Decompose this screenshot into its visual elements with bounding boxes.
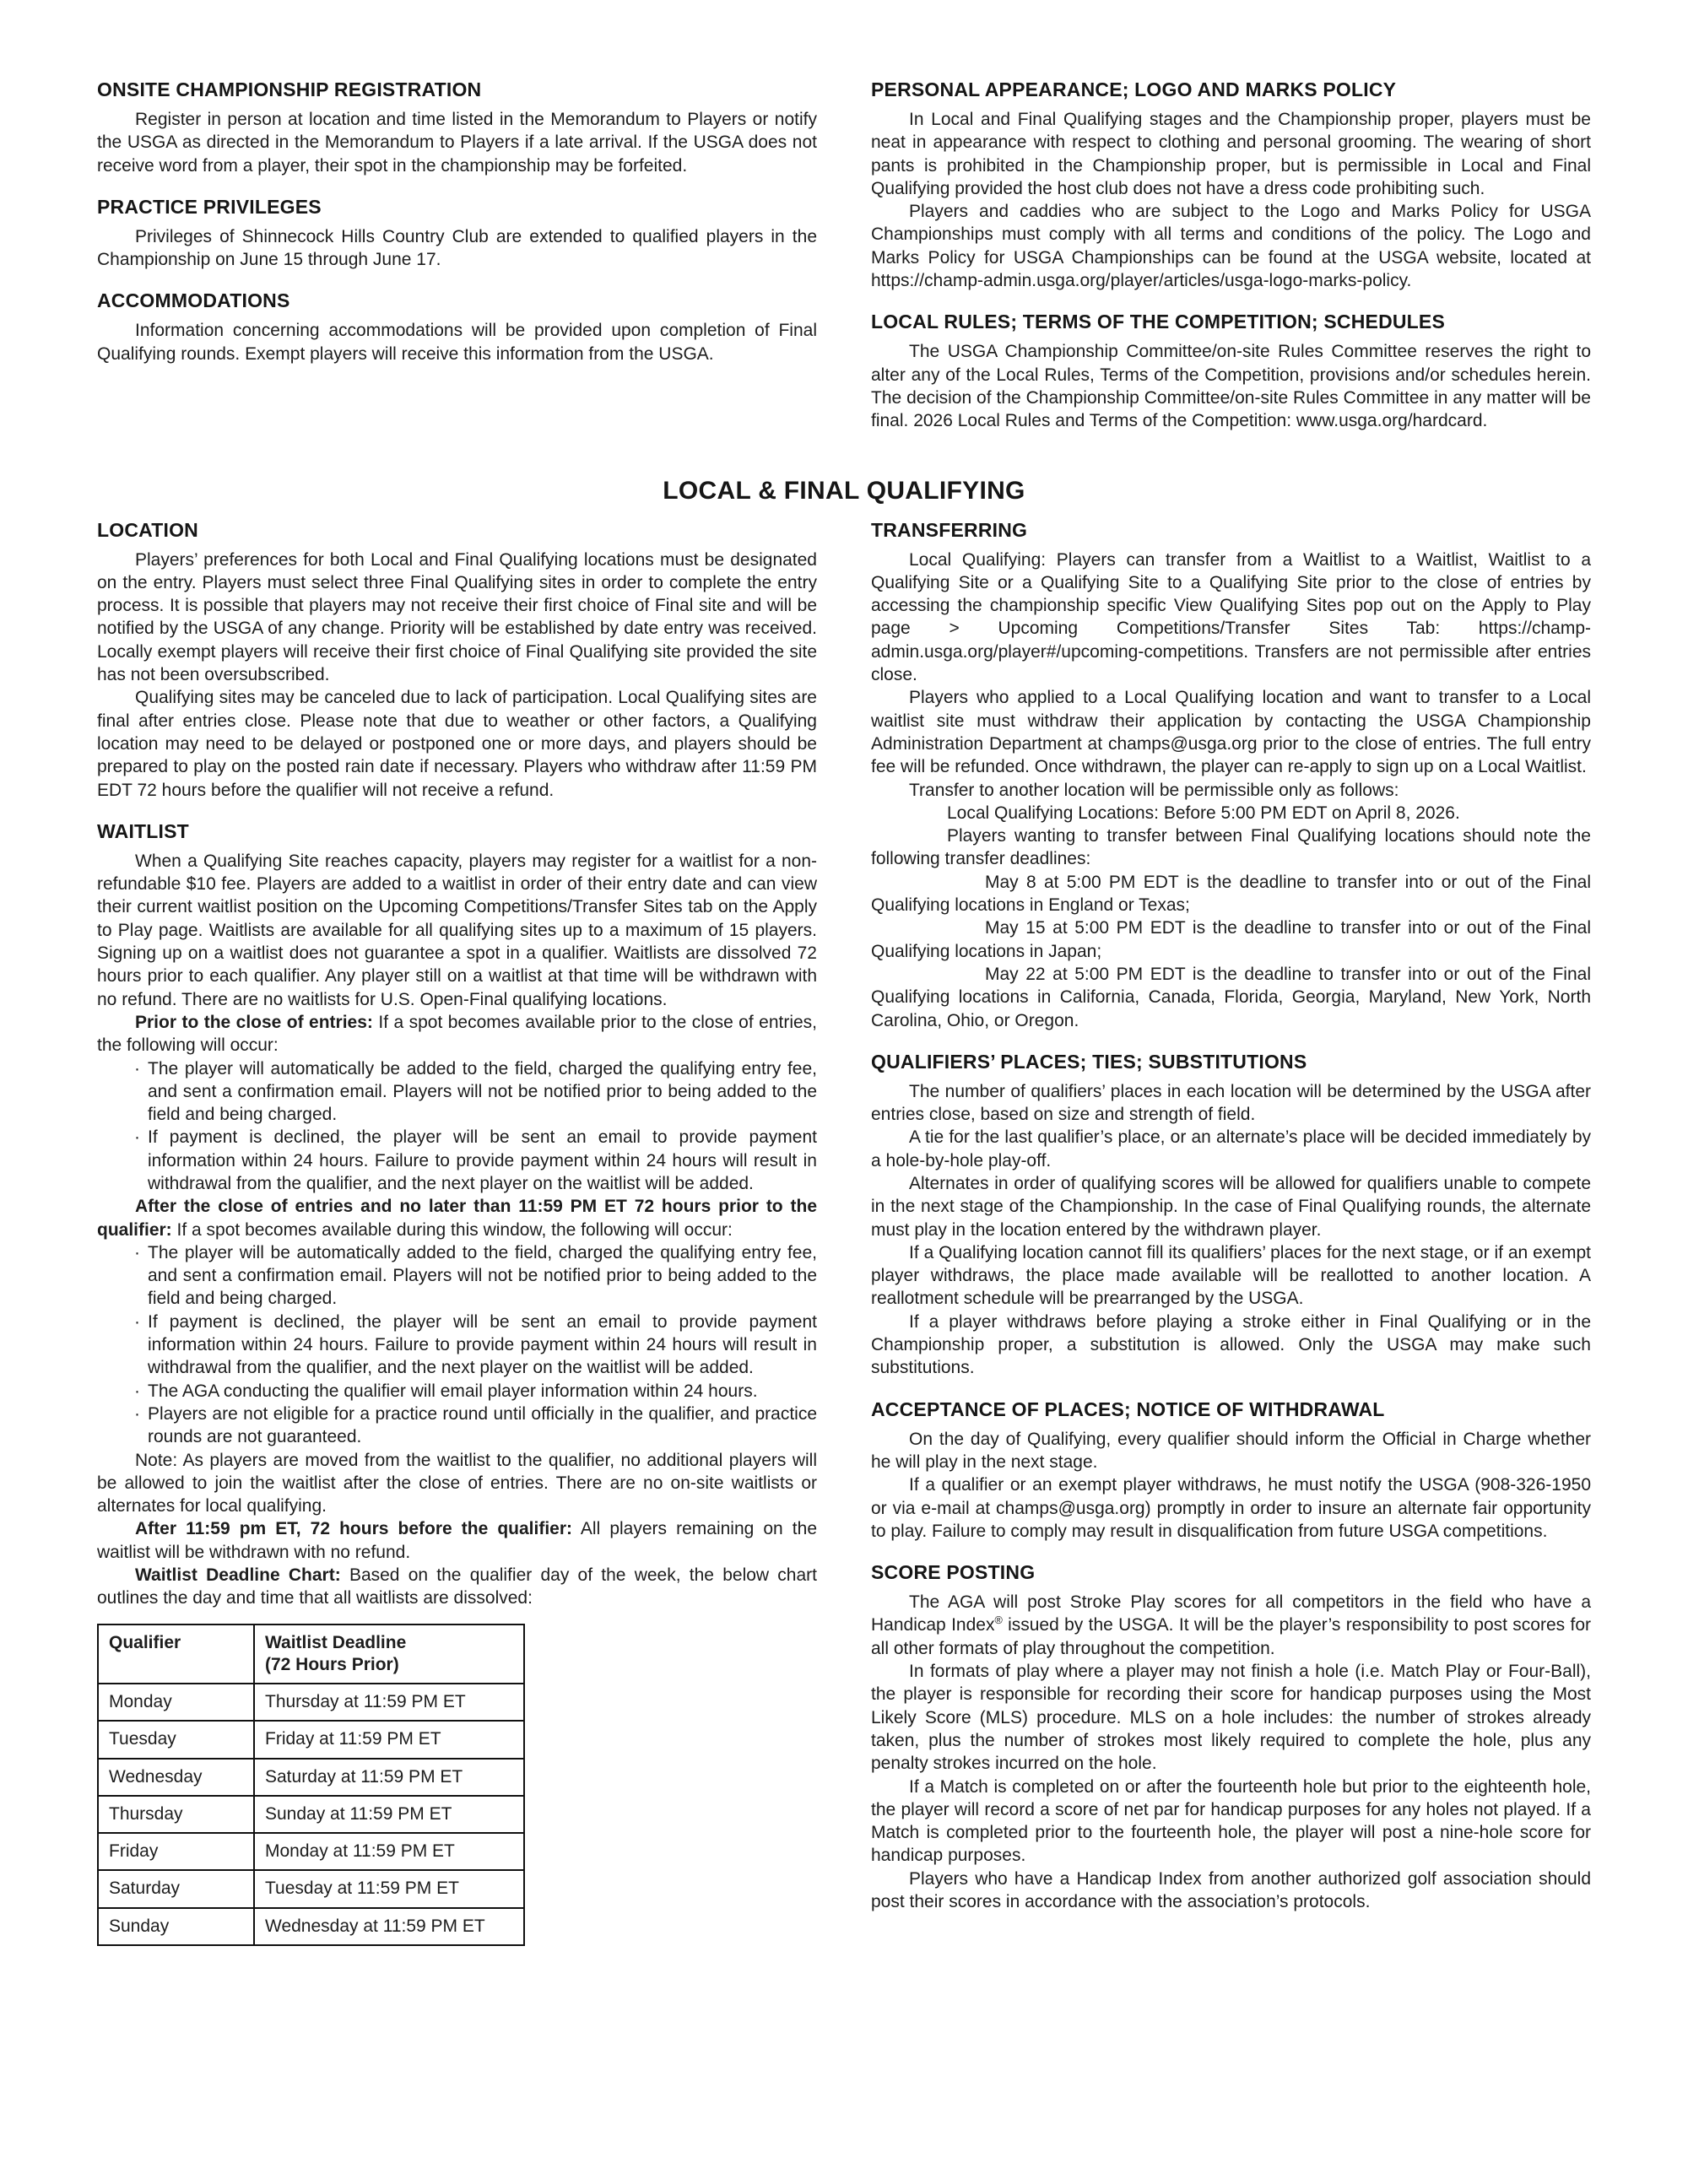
table-cell-deadline: Monday at 11:59 PM ET [254,1833,524,1870]
section-heading: LOCATION [97,518,198,541]
bullet-marker: · [134,1058,140,1078]
table-cell-deadline: Saturday at 11:59 PM ET [254,1759,524,1796]
paragraph: A tie for the last qualifier’s place, or an alternate’s place will be decided immediately by a hole-by-hole play-off. [871,1127,1591,1170]
paragraph: The number of qualifiers’ places in each location will be determined by the USGA after entries close, based on size and strength of field. [871,1081,1591,1125]
paragraph-bold-lead: After the close of entries and no later than 11:59 PM ET 72 hours prior to the qualifier: [97,1197,817,1240]
paragraph: After 11:59 pm ET, 72 hours before the qualifier: All players remaining on the waitlist will be withdrawn with no refund. [97,1519,817,1562]
table-cell-deadline: Sunday at 11:59 PM ET [254,1796,524,1833]
table-cell-deadline: Wednesday at 11:59 PM ET [254,1908,524,1945]
paragraph: The AGA will post Stroke Play scores for all competitors in the field who have a Handicap Index® issued by the USGA. It will be the player’s responsibility to post scores for all other formats of play throughout the competition. [871,1592,1592,1658]
table-cell-qualifier: Friday [98,1833,254,1870]
table-row [98,1833,524,1870]
paragraph: Prior to the close of entries: If a spot becomes available prior to the close of entries, the following will occur: [97,1012,818,1056]
paragraph: If a qualifier or an exempt player withdraws, he must notify the USGA (908-326-1950 or via e-mail at champs@usga.org) promptly in order to insure an alternate fair opportunity to play. Failure to comply may result in disqualification from future USGA competitions. [871,1475,1591,1541]
section-heading: ONSITE CHAMPIONSHIP REGISTRATION [97,78,482,100]
table-header-qualifier: Qualifier [98,1624,254,1684]
bullet-item: · If payment is declined, the player will be sent an email to provide payment information within 24 hours. Failure to provide payment within 24 hours will result in withdrawal from the qualifier, and the next player on the waitlist will be added. [134,1127,817,1193]
paragraph: Local Qualifying: Players can transfer from a Waitlist to a Waitlist, Waitlist to a Qualifying Site or a Qualifying Site to a Qualifying Site prior to the close of entries by accessing the championship specific View Qualifying Sites pop out on the Apply to Play page > Upcoming Competitions/Transfer Sites Tab: https://champ-admin.usga.org/player#/upcoming-competitions. Transfers are not permissible after entries close. [871,549,1591,685]
table-header-line: Waitlist Deadline [265,1632,407,1652]
bottom-right-column [871,519,1591,1946]
section-heading: QUALIFIERS’ PLACES; TIES; SUBSTITUTIONS [871,1050,1307,1073]
table-row [98,1796,524,1833]
paragraph: Players who have a Handicap Index from another authorized golf association should post their scores in accordance with the association’s protocols. [871,1868,1591,1911]
section-heading: TRANSFERRING [871,518,1028,541]
waitlist-deadline-table [97,1624,525,1946]
main-section-title: LOCAL & FINAL QUALIFYING [663,476,1025,505]
bullet-item: · The player will be automatically added to the field, charged the qualifying entry fee, and sent a confirmation email. Players will not be notified prior to being added to the field and being charged. [134,1242,817,1309]
table-cell-qualifier: Saturday [98,1870,254,1907]
bullet-item: · Players are not eligible for a practice round until officially in the qualifier, and practice rounds are not guaranteed. [134,1403,817,1447]
paragraph-bold-lead: Waitlist Deadline Chart: [135,1565,341,1586]
table-row [98,1908,524,1945]
table-header-deadline [254,1624,524,1684]
top-columns [97,78,1591,433]
paragraph: Players’ preferences for both Local and Final Qualifying locations must be designated on the entry. Players must select three Final Qualifying sites in order to complete the entry process. It is possible that players may not receive their first choice of Final site and will be notified by the USGA of any change. Priority will be established by date entry was received. Locally exempt players will receive their first choice of Final Qualifying site provided the site has not been oversubscribed. [97,549,817,685]
paragraph: Privileges of Shinnecock Hills Country Club are extended to qualified players in the Championship on June 15 through June 17. [97,226,817,270]
paragraph: May 15 at 5:00 PM EDT is the deadline to transfer into or out of the Final Qualifying locations in Japan; [871,918,1591,961]
paragraph: Local Qualifying Locations: Before 5:00 PM EDT on April 8, 2026. [947,803,1460,823]
table-cell-deadline: Thursday at 11:59 PM ET [254,1684,524,1721]
table-cell-qualifier: Thursday [98,1796,254,1833]
section-heading: PRACTICE PRIVILEGES [97,195,322,218]
bottom-left-column [97,519,817,1946]
section-heading: ACCOMMODATIONS [97,289,290,312]
paragraph: May 8 at 5:00 PM EDT is the deadline to transfer into or out of the Final Qualifying locations in England or Texas; [871,872,1591,916]
paragraph: If a Match is completed on or after the fourteenth hole but prior to the eighteenth hole, the player will record a score of net par for handicap purposes for any holes not played. If a Match is completed prior to the fourteenth hole, the player will post a nine-hole score for handicap purposes. [871,1776,1591,1866]
bullet-marker: · [134,1311,140,1332]
paragraph: Alternates in order of qualifying scores will be allowed for qualifiers unable to compete in the next stage of the Championship. In the case of Final Qualifying rounds, the alternate must play in the location entered by the withdrawn player. [871,1173,1591,1240]
section-heading: WAITLIST [97,819,189,842]
table-cell-qualifier: Sunday [98,1908,254,1945]
section-heading: LOCAL RULES; TERMS OF THE COMPETITION; SCHEDULES [871,311,1446,333]
paragraph: On the day of Qualifying, every qualifier should inform the Official in Charge whether he will play in the next stage. [871,1429,1591,1472]
paragraph: If a player withdraws before playing a stroke either in Final Qualifying or in the Championship proper, a substitution is allowed. Only the USGA may make such substitutions. [871,1311,1591,1378]
table-cell-qualifier: Wednesday [98,1759,254,1796]
paragraph: The USGA Championship Committee/on-site Rules Committee reserves the right to alter any of the Local Rules, Terms of the Competition, provisions and/or schedules herein. The decision of the Championship Committee/on-site Rules Committee in any matter will be final. 2026 Local Rules and Terms of the Competition: www.usga.org/hardcard. [871,342,1591,431]
paragraph-bold-lead: Prior to the close of entries: [135,1012,373,1032]
table-header-line: (72 Hours Prior) [265,1654,399,1674]
table-header-row [98,1624,524,1684]
paragraph: Waitlist Deadline Chart: Based on the qualifier day of the week, the below chart outlines the day and time that all waitlists are dissolved: [97,1565,817,1608]
table-cell-deadline: Tuesday at 11:59 PM ET [254,1870,524,1907]
table-cell-deadline: Friday at 11:59 PM ET [254,1721,524,1758]
paragraph: Players wanting to transfer between Final Qualifying locations should note the following transfer deadlines: [871,826,1591,869]
paragraph-bold-lead: After 11:59 pm ET, 72 hours before the qualifier: [135,1519,572,1539]
paragraph: When a Qualifying Site reaches capacity, players may register for a waitlist for a non-refundable $10 fee. Players are added to a waitlist in order of their entry date and can view their current waitlist position on the Upcoming Competitions/Transfer Sites tab on the Apply to Play page. Waitlists are available for all qualifying sites up to a maximum of 15 players. Signing up on a waitlist does not guarantee a spot in a qualifier. Waitlists are dissolved 72 hours prior to each qualifier. Any player still on a waitlist at that time will be withdrawn with no refund. There are no waitlists for U.S. Open-Final qualifying locations. [97,851,817,1009]
paragraph: Qualifying sites may be canceled due to lack of participation. Local Qualifying sites are final after entries close. Please note that due to weather or other factors, a Qualifying location may need to be delayed or postponed one or more days, and players should be prepared to play on the posted rain date if necessary. Players who withdraw after 11:59 PM EDT 72 hours before the qualifier will not receive a refund. [97,688,817,800]
paragraph: If a Qualifying location cannot fill its qualifiers’ places for the next stage, or if an exempt player withdraws, the place made available will be reallotted to another location. A reallotment schedule will be prearranged by the USGA. [871,1242,1591,1309]
registered-mark: ® [994,1614,1003,1627]
table-row [98,1759,524,1796]
bullet-item: · The player will automatically be added to the field, charged the qualifying entry fee, and sent a confirmation email. Players will not be notified prior to being added to the field and being charged. [134,1058,817,1125]
bullet-item: · The AGA conducting the qualifier will email player information within 24 hours. [97,1380,817,1403]
top-left-column [97,78,817,433]
paragraph: After the close of entries and no later than 11:59 PM ET 72 hours prior to the qualifier: If a spot becomes available during this window, the following will occur: [97,1197,817,1240]
bottom-columns [97,519,1591,1946]
paragraph: Information concerning accommodations will be provided upon completion of Final Qualifying rounds. Exempt players will receive this information from the USGA. [97,321,817,364]
bullet-marker: · [134,1403,140,1424]
table-cell-qualifier: Monday [98,1684,254,1721]
paragraph: May 22 at 5:00 PM EDT is the deadline to transfer into or out of the Final Qualifying locations in California, Canada, Florida, Georgia, Maryland, New York, North Carolina, Ohio, or Oregon. [871,964,1591,1030]
paragraph: Register in person at location and time listed in the Memorandum to Players or notify the USGA as directed in the Memorandum to Players if a late arrival. If the USGA does not receive word from a player, their spot in the championship may be forfeited. [97,110,817,176]
bullet-marker: · [134,1242,140,1262]
section-heading: ACCEPTANCE OF PLACES; NOTICE OF WITHDRAWAL [871,1397,1385,1420]
top-right-column [871,78,1591,433]
table-row [98,1684,524,1721]
section-heading: PERSONAL APPEARANCE; LOGO AND MARKS POLICY [871,78,1397,100]
paragraph: Transfer to another location will be permissible only as follows: [909,780,1399,800]
table-row [98,1870,524,1907]
section-heading: SCORE POSTING [871,1561,1036,1584]
paragraph: Note: As players are moved from the waitlist to the qualifier, no additional players will be allowed to join the waitlist after the close of entries. There are no on-site waitlists or alternates for local qualifying. [97,1450,817,1516]
paragraph: Players who applied to a Local Qualifying location and want to transfer to a Local waitlist site must withdraw their application by contacting the USGA Championship Administration Department at champs@usga.org prior to the close of entries. The full entry fee will be refunded. Once withdrawn, the player can re-apply to sign up on a Local Waitlist. [871,688,1591,777]
table-row [98,1721,524,1758]
bullet-item: · If payment is declined, the player will be sent an email to provide payment information within 24 hours. Failure to provide payment within 24 hours will result in withdrawal from the qualifier, and the next player on the waitlist will be added. [134,1311,817,1378]
paragraph: In Local and Final Qualifying stages and the Championship proper, players must be neat in appearance with respect to clothing and personal grooming. The wearing of short pants is prohibited in the Championship proper, but is permissible in Local and Final Qualifying provided the host club does not have a dress code prohibiting such. [871,110,1591,198]
paragraph: Players and caddies who are subject to the Logo and Marks Policy for USGA Championships must comply with all terms and conditions of the policy. The Logo and Marks Policy for USGA Championships can be found at the USGA website, located at https://champ-admin.usga.org/player/articles/usga-logo-marks-policy. [871,202,1591,291]
paragraph: In formats of play where a player may not finish a hole (i.e. Match Play or Four-Ball), the player is responsible for recording their score for handicap purposes using the Most Likely Score (MLS) procedure. MLS on a hole includes: the number of strokes already taken, plus the number of strokes most likely required to complete the hole, plus any penalty strokes incurred on the hole. [871,1662,1591,1774]
table-cell-qualifier: Tuesday [98,1721,254,1758]
bullet-marker: · [134,1381,140,1401]
bullet-marker: · [134,1127,140,1148]
